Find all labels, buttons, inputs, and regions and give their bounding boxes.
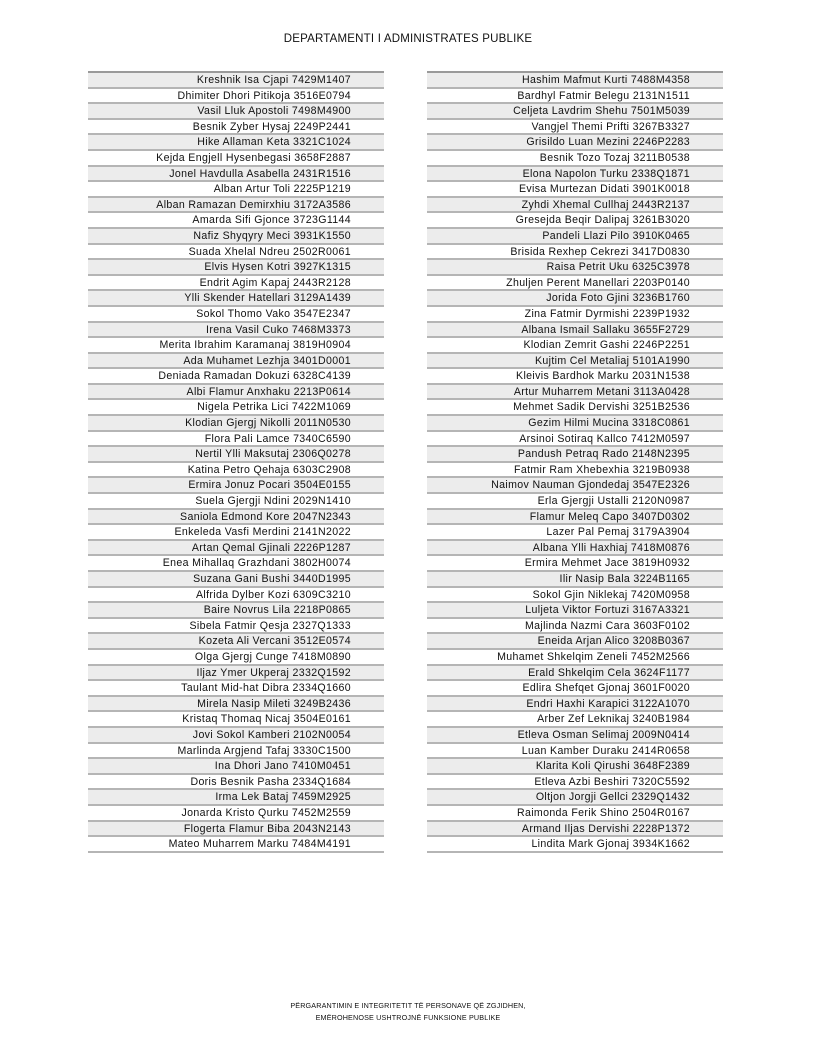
list-item: Vangjel Themi Prifti 3267B3327 xyxy=(427,120,723,136)
list-item: Flora Pali Lamce 7340C6590 xyxy=(88,432,384,448)
footer-line-1: PËRGARANTIMIN E INTEGRITETIT TË PERSONAVE QË ZGJIDHEN, xyxy=(290,1001,526,1010)
list-item: Mirela Nasip Mileti 3249B2436 xyxy=(88,697,384,713)
list-item: Albi Flamur Anxhaku 2213P0614 xyxy=(88,385,384,401)
list-item: Bardhyl Fatmir Belegu 2131N1511 xyxy=(427,89,723,105)
list-item: Ermira Mehmet Jace 3819H0932 xyxy=(427,556,723,572)
list-item: Nafiz Shyqyry Meci 3931K1550 xyxy=(88,229,384,245)
list-item: Olga Gjergj Cunge 7418M0890 xyxy=(88,650,384,666)
list-item: Artur Muharrem Metani 3113A0428 xyxy=(427,385,723,401)
list-item: Klodian Zemrit Gashi 2246P2251 xyxy=(427,338,723,354)
list-item: Pandeli Llazi Pilo 3910K0465 xyxy=(427,229,723,245)
list-item: Fatmir Ram Xhebexhia 3219B0938 xyxy=(427,463,723,479)
list-item: Pandush Petraq Rado 2148N2395 xyxy=(427,447,723,463)
list-item: Jonel Havdulla Asabella 2431R1516 xyxy=(88,167,384,183)
list-item: Zina Fatmir Dyrmishi 2239P1932 xyxy=(427,307,723,323)
list-item: Ilir Nasip Bala 3224B1165 xyxy=(427,572,723,588)
list-item: Doris Besnik Pasha 2334Q1684 xyxy=(88,775,384,791)
list-item: Vasil Lluk Apostoli 7498M4900 xyxy=(88,104,384,120)
list-item: Marlinda Argjend Tafaj 3330C1500 xyxy=(88,744,384,760)
list-item: Jonarda Kristo Qurku 7452M2559 xyxy=(88,806,384,822)
list-item: Besnik Tozo Tozaj 3211B0538 xyxy=(427,151,723,167)
list-item: Katina Petro Qehaja 6303C2908 xyxy=(88,463,384,479)
list-item: Oltjon Jorgji Gellci 2329Q1432 xyxy=(427,790,723,806)
list-item: Hike Allaman Keta 3321C1024 xyxy=(88,135,384,151)
list-item: Gresejda Beqir Dalipaj 3261B3020 xyxy=(427,213,723,229)
list-item: Endri Haxhi Karapici 3122A1070 xyxy=(427,697,723,713)
list-item: Albana Ylli Haxhiaj 7418M0876 xyxy=(427,541,723,557)
list-item: Sokol Gjin Niklekaj 7420M0958 xyxy=(427,588,723,604)
list-item: Iljaz Ymer Ukperaj 2332Q1592 xyxy=(88,666,384,682)
list-item: Merita Ibrahim Karamanaj 3819H0904 xyxy=(88,338,384,354)
list-item: Enkeleda Vasfi Merdini 2141N2022 xyxy=(88,525,384,541)
list-item: Klodian Gjergj Nikolli 2011N0530 xyxy=(88,416,384,432)
list-item: Etleva Azbi Beshiri 7320C5592 xyxy=(427,775,723,791)
list-item: Sokol Thomo Vako 3547E2347 xyxy=(88,307,384,323)
list-item: Raisa Petrit Uku 6325C3978 xyxy=(427,260,723,276)
list-item: Erla Gjergji Ustalli 2120N0987 xyxy=(427,494,723,510)
list-item: Armand Iljas Dervishi 2228P1372 xyxy=(427,822,723,838)
list-item: Naimov Nauman Gjondedaj 3547E2326 xyxy=(427,478,723,494)
list-item: Mehmet Sadik Dervishi 3251B2536 xyxy=(427,400,723,416)
list-item: Kreshnik Isa Cjapi 7429M1407 xyxy=(88,73,384,89)
list-item: Etleva Osman Selimaj 2009N0414 xyxy=(427,728,723,744)
list-item: Raimonda Ferik Shino 2504R0167 xyxy=(427,806,723,822)
list-item: Jorida Foto Gjini 3236B1760 xyxy=(427,291,723,307)
list-item: Kleivis Bardhok Marku 2031N1538 xyxy=(427,369,723,385)
list-item: Amarda Sifi Gjonce 3723G1144 xyxy=(88,213,384,229)
list-item: Ina Dhori Jano 7410M0451 xyxy=(88,759,384,775)
list-item: Elona Napolon Turku 2338Q1871 xyxy=(427,167,723,183)
list-item: Dhimiter Dhori Pitikoja 3516E0794 xyxy=(88,89,384,105)
list-item: Arber Zef Leknikaj 3240B1984 xyxy=(427,712,723,728)
list-item: Lazer Pal Pemaj 3179A3904 xyxy=(427,525,723,541)
list-item: Celjeta Lavdrim Shehu 7501M5039 xyxy=(427,104,723,120)
list-item: Enea Mihallaq Grazhdani 3802H0074 xyxy=(88,556,384,572)
list-item: Alfrida Dylber Kozi 6309C3210 xyxy=(88,588,384,604)
list-item: Besnik Zyber Hysaj 2249P2441 xyxy=(88,120,384,136)
list-item: Edlira Shefqet Gjonaj 3601F0020 xyxy=(427,681,723,697)
list-item: Zyhdi Xhemal Cullhaj 2443R2137 xyxy=(427,198,723,214)
list-item: Zhuljen Perent Manellari 2203P0140 xyxy=(427,276,723,292)
list-item: Klarita Koli Qirushi 3648F2389 xyxy=(427,759,723,775)
list-item: Eneida Arjan Alico 3208B0367 xyxy=(427,634,723,650)
list-item: Luljeta Viktor Fortuzi 3167A3321 xyxy=(427,603,723,619)
list-item: Sibela Fatmir Qesja 2327Q1333 xyxy=(88,619,384,635)
list-item: Alban Artur Toli 2225P1219 xyxy=(88,182,384,198)
list-item: Deniada Ramadan Dokuzi 6328C4139 xyxy=(88,369,384,385)
list-item: Nertil Ylli Maksutaj 2306Q0278 xyxy=(88,447,384,463)
list-item: Kozeta Ali Vercani 3512E0574 xyxy=(88,634,384,650)
list-item: Flamur Meleq Capo 3407D0302 xyxy=(427,510,723,526)
list-item: Elvis Hysen Kotri 3927K1315 xyxy=(88,260,384,276)
list-item: Brisida Rexhep Cekrezi 3417D0830 xyxy=(427,245,723,261)
list-item: Lindita Mark Gjonaj 3934K1662 xyxy=(427,837,723,853)
list-item: Ermira Jonuz Pocari 3504E0155 xyxy=(88,478,384,494)
list-item: Ada Muhamet Lezhja 3401D0001 xyxy=(88,354,384,370)
list-item: Suela Gjergji Ndini 2029N1410 xyxy=(88,494,384,510)
list-item: Baire Novrus Lila 2218P0865 xyxy=(88,603,384,619)
list-item: Grisildo Luan Mezini 2246P2283 xyxy=(427,135,723,151)
list-item: Suzana Gani Bushi 3440D1995 xyxy=(88,572,384,588)
list-item: Gezim Hilmi Mucina 3318C0861 xyxy=(427,416,723,432)
list-item: Erald Shkelqim Cela 3624F1177 xyxy=(427,666,723,682)
list-item: Kejda Engjell Hysenbegasi 3658F2887 xyxy=(88,151,384,167)
list-item: Muhamet Shkelqim Zeneli 7452M2566 xyxy=(427,650,723,666)
list-item: Evisa Murtezan Didati 3901K0018 xyxy=(427,182,723,198)
list-item: Alban Ramazan Demirxhiu 3172A3586 xyxy=(88,198,384,214)
list-item: Kujtim Cel Metaliaj 5101A1990 xyxy=(427,354,723,370)
list-item: Arsinoi Sotiraq Kallco 7412M0597 xyxy=(427,432,723,448)
list-item: Hashim Mafmut Kurti 7488M4358 xyxy=(427,73,723,89)
list-item: Endrit Agim Kapaj 2443R2128 xyxy=(88,276,384,292)
right-name-list xyxy=(427,71,723,853)
list-item: Nigela Petrika Lici 7422M1069 xyxy=(88,400,384,416)
list-item: Irma Lek Bataj 7459M2925 xyxy=(88,790,384,806)
list-item: Ylli Skender Hatellari 3129A1439 xyxy=(88,291,384,307)
list-item: Taulant Mid-hat Dibra 2334Q1660 xyxy=(88,681,384,697)
list-item: Luan Kamber Duraku 2414R0658 xyxy=(427,744,723,760)
footer-line-2: EMËROHENOSE USHTROJNË FUNKSIONE PUBLIKE xyxy=(315,1013,501,1022)
list-item: Majlinda Nazmi Cara 3603F0102 xyxy=(427,619,723,635)
list-item: Albana Ismail Sallaku 3655F2729 xyxy=(427,323,723,339)
list-item: Jovi Sokol Kamberi 2102N0054 xyxy=(88,728,384,744)
list-item: Kristaq Thomaq Nicaj 3504E0161 xyxy=(88,712,384,728)
list-item: Saniola Edmond Kore 2047N2343 xyxy=(88,510,384,526)
list-item: Suada Xhelal Ndreu 2502R0061 xyxy=(88,245,384,261)
page-title: DEPARTAMENTI I ADMINISTRATES PUBLIKE xyxy=(283,33,533,45)
list-item: Irena Vasil Cuko 7468M3373 xyxy=(88,323,384,339)
list-item: Artan Qemal Gjinali 2226P1287 xyxy=(88,541,384,557)
list-item: Mateo Muharrem Marku 7484M4191 xyxy=(88,837,384,853)
list-item: Flogerta Flamur Biba 2043N2143 xyxy=(88,822,384,838)
page-footer xyxy=(0,1000,816,1024)
left-name-list xyxy=(88,71,384,853)
